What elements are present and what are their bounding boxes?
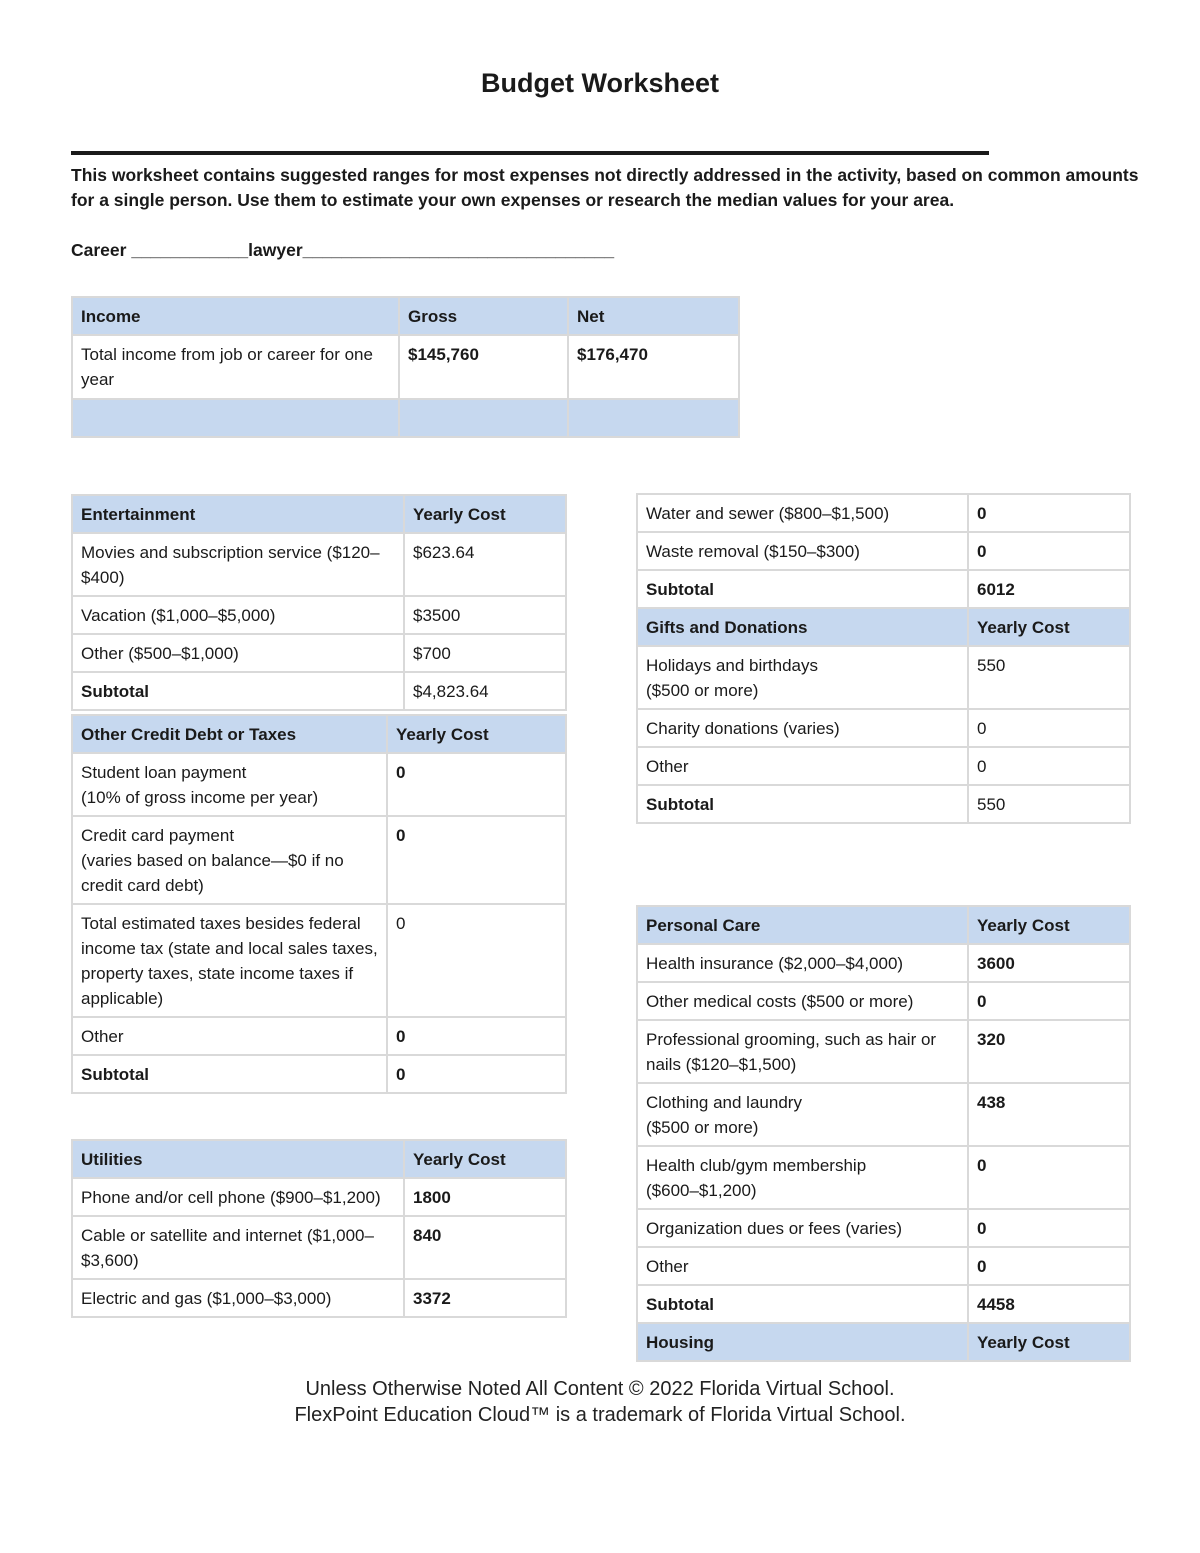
table-row xyxy=(72,1017,566,1055)
row-label: Professional grooming, such as hair or nails ($120–$1,500) xyxy=(637,1020,968,1083)
row-label: Total estimated taxes besides federal income tax (state and local sales taxes, property taxes, state income taxes if applicable) xyxy=(72,904,387,1017)
row-value[interactable]: 0 xyxy=(968,982,1130,1020)
credit-header-label: Other Credit Debt or Taxes xyxy=(72,715,387,753)
career-line xyxy=(71,240,614,261)
title-rule xyxy=(71,151,989,155)
row-label: Movies and subscription service ($120–$400) xyxy=(72,533,404,596)
personal-header-cost: Yearly Cost xyxy=(968,906,1130,944)
row-value[interactable]: 550 xyxy=(968,646,1130,709)
row-label: Health insurance ($2,000–$4,000) xyxy=(637,944,968,982)
table-row xyxy=(637,646,1130,709)
subtotal-value[interactable]: 0 xyxy=(387,1055,566,1093)
personal-header-row xyxy=(637,906,1130,944)
row-value[interactable]: $623.64 xyxy=(404,533,566,596)
table-row xyxy=(637,1083,1130,1146)
row-label: Cable or satellite and internet ($1,000–$3,600) xyxy=(72,1216,404,1279)
page-title: Budget Worksheet xyxy=(480,68,720,98)
row-label: Other xyxy=(637,747,968,785)
housing-header-row xyxy=(637,1323,1130,1361)
gifts-header-label: Gifts and Donations xyxy=(637,608,968,646)
row-value[interactable]: 0 xyxy=(387,904,566,1017)
row-value[interactable]: 3600 xyxy=(968,944,1130,982)
subtotal-label: Subtotal xyxy=(637,570,968,608)
row-label: Holidays and birthdays ($500 or more) xyxy=(637,646,968,709)
table-row xyxy=(637,1020,1130,1083)
row-label: Other xyxy=(637,1247,968,1285)
row-value[interactable]: 0 xyxy=(968,494,1130,532)
income-blank-row xyxy=(72,399,739,437)
income-row-label: Total income from job or career for one year xyxy=(72,335,399,399)
table-row xyxy=(72,904,566,1017)
table-row xyxy=(637,944,1130,982)
income-header-row xyxy=(72,297,739,335)
career-blank-after: ________________________________ xyxy=(302,240,615,260)
subtotal-row xyxy=(637,1285,1130,1323)
footer-copyright: Unless Otherwise Noted All Content © 2022 Florida Virtual School. xyxy=(305,1378,895,1400)
row-value[interactable]: 0 xyxy=(968,1146,1130,1209)
utilities-header-label: Utilities xyxy=(72,1140,404,1178)
row-value[interactable]: 3372 xyxy=(404,1279,566,1317)
income-table xyxy=(71,296,740,438)
subtotal-row xyxy=(72,672,566,710)
table-row xyxy=(72,753,566,816)
table-row xyxy=(637,747,1130,785)
subtotal-label: Subtotal xyxy=(637,1285,968,1323)
table-row xyxy=(637,1209,1130,1247)
table-row xyxy=(637,709,1130,747)
entertainment-table xyxy=(71,494,567,711)
personal-care-table xyxy=(636,905,1131,1362)
career-value[interactable]: lawyer xyxy=(248,240,303,260)
row-value[interactable]: 320 xyxy=(968,1020,1130,1083)
income-blank-cell xyxy=(568,399,739,437)
table-row xyxy=(72,596,566,634)
utilities-table xyxy=(71,1139,567,1318)
entertainment-header-label: Entertainment xyxy=(72,495,404,533)
career-blank-before: ____________ xyxy=(131,240,249,260)
table-row xyxy=(72,1178,566,1216)
row-value[interactable]: 0 xyxy=(968,709,1130,747)
housing-header-cost: Yearly Cost xyxy=(968,1323,1130,1361)
row-value[interactable]: 0 xyxy=(968,1247,1130,1285)
table-row xyxy=(72,816,566,904)
row-label: Charity donations (varies) xyxy=(637,709,968,747)
row-label: Phone and/or cell phone ($900–$1,200) xyxy=(72,1178,404,1216)
entertainment-header-row xyxy=(72,495,566,533)
footer-trademark: FlexPoint Education Cloud™ is a trademark of Florida Virtual School. xyxy=(294,1404,906,1426)
row-value[interactable]: 0 xyxy=(968,1209,1130,1247)
row-value[interactable]: $3500 xyxy=(404,596,566,634)
subtotal-value[interactable]: 550 xyxy=(968,785,1130,823)
utilities-header-cost: Yearly Cost xyxy=(404,1140,566,1178)
row-label: Credit card payment (varies based on balance—$0 if no credit card debt) xyxy=(72,816,387,904)
row-label: Student loan payment (10% of gross income per year) xyxy=(72,753,387,816)
row-label: Clothing and laundry ($500 or more) xyxy=(637,1083,968,1146)
table-row xyxy=(637,494,1130,532)
row-label: Other medical costs ($500 or more) xyxy=(637,982,968,1020)
row-label: Waste removal ($150–$300) xyxy=(637,532,968,570)
row-label: Water and sewer ($800–$1,500) xyxy=(637,494,968,532)
row-label: Organization dues or fees (varies) xyxy=(637,1209,968,1247)
income-blank-cell xyxy=(72,399,399,437)
row-value[interactable]: $700 xyxy=(404,634,566,672)
credit-debt-table xyxy=(71,714,567,1094)
subtotal-label: Subtotal xyxy=(637,785,968,823)
credit-header-cost: Yearly Cost xyxy=(387,715,566,753)
table-row xyxy=(637,1247,1130,1285)
credit-header-row xyxy=(72,715,566,753)
subtotal-row xyxy=(637,570,1130,608)
table-row xyxy=(637,982,1130,1020)
subtotal-label: Subtotal xyxy=(72,1055,387,1093)
income-gross-value[interactable]: $145,760 xyxy=(399,335,568,399)
table-row xyxy=(72,1216,566,1279)
utilities-continued-table xyxy=(636,493,1131,824)
subtotal-label: Subtotal xyxy=(72,672,404,710)
income-net-value[interactable]: $176,470 xyxy=(568,335,739,399)
subtotal-row xyxy=(72,1055,566,1093)
subtotal-value[interactable]: 6012 xyxy=(968,570,1130,608)
career-label: Career xyxy=(71,240,127,260)
table-row xyxy=(637,1146,1130,1209)
subtotal-value[interactable]: 4458 xyxy=(968,1285,1130,1323)
personal-header-label: Personal Care xyxy=(637,906,968,944)
row-value[interactable]: 438 xyxy=(968,1083,1130,1146)
row-label: Other xyxy=(72,1017,387,1055)
income-header-gross: Gross xyxy=(399,297,568,335)
income-blank-cell xyxy=(399,399,568,437)
row-label: Vacation ($1,000–$5,000) xyxy=(72,596,404,634)
subtotal-value[interactable]: $4,823.64 xyxy=(404,672,566,710)
row-value[interactable]: 0 xyxy=(968,532,1130,570)
table-row xyxy=(637,532,1130,570)
row-label: Other ($500–$1,000) xyxy=(72,634,404,672)
gifts-header-cost: Yearly Cost xyxy=(968,608,1130,646)
row-value[interactable]: 0 xyxy=(387,816,566,904)
page-footer xyxy=(0,1376,1200,1428)
row-value[interactable]: 0 xyxy=(968,747,1130,785)
income-header-label: Income xyxy=(72,297,399,335)
row-label: Health club/gym membership ($600–$1,200) xyxy=(637,1146,968,1209)
table-row xyxy=(72,335,739,399)
row-value[interactable]: 840 xyxy=(404,1216,566,1279)
table-row xyxy=(72,634,566,672)
row-value[interactable]: 1800 xyxy=(404,1178,566,1216)
subtotal-row xyxy=(637,785,1130,823)
row-value[interactable]: 0 xyxy=(387,1017,566,1055)
gifts-header-row xyxy=(637,608,1130,646)
table-row xyxy=(72,1279,566,1317)
intro-text: This worksheet contains suggested ranges for most expenses not directly addressed in the activity, based on common amounts for a single person. Use them to estimate your own expenses or research the median values for your area. xyxy=(71,165,1139,210)
entertainment-header-cost: Yearly Cost xyxy=(404,495,566,533)
table-row xyxy=(72,533,566,596)
row-value[interactable]: 0 xyxy=(387,753,566,816)
income-header-net: Net xyxy=(568,297,739,335)
housing-header-label: Housing xyxy=(637,1323,968,1361)
row-label: Electric and gas ($1,000–$3,000) xyxy=(72,1279,404,1317)
utilities-header-row xyxy=(72,1140,566,1178)
